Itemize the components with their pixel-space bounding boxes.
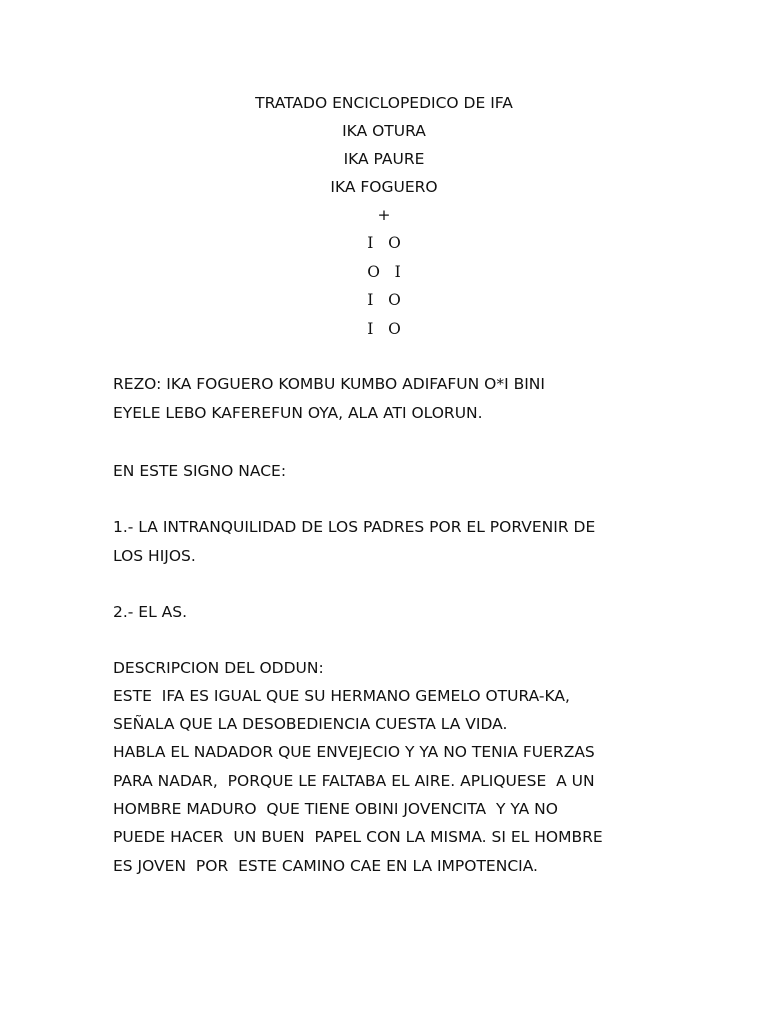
descripcion-line-7: ES JOVEN POR ESTE CAMINO CAE EN LA IMPOTENCIA. <box>113 857 538 875</box>
cross-symbol: + <box>377 206 391 224</box>
descripcion-line-2: SEÑALA QUE LA DESOBEDIENCIA CUESTA LA VIDA. <box>113 715 508 733</box>
rezo-line-2: EYELE LEBO KAFEREFUN OYA, ALA ATI OLORUN. <box>113 404 483 422</box>
sign-mark-row-2: O I <box>367 263 401 281</box>
item-2: 2.- EL AS. <box>113 603 188 621</box>
rezo-line-1: REZO: IKA FOGUERO KOMBU KUMBO ADIFAFUN O*I BINI <box>113 375 545 393</box>
item-1-line-1: 1.- LA INTRANQUILIDAD DE LOS PADRES POR EL PORVENIR DE <box>113 518 596 536</box>
descripcion-line-6: PUEDE HACER UN BUEN PAPEL CON LA MISMA. SI EL HOMBRE <box>113 828 603 846</box>
sign-name-3: IKA FOGUERO <box>330 178 438 196</box>
sign-name-1: IKA OTURA <box>342 122 426 140</box>
document-title: TRATADO ENCICLOPEDICO DE IFA <box>255 94 513 112</box>
descripcion-line-3: HABLA EL NADADOR QUE ENVEJECIO Y YA NO TENIA FUERZAS <box>113 743 595 761</box>
descripcion-heading: DESCRIPCION DEL ODDUN: <box>113 659 324 677</box>
sign-mark-row-1: I O <box>367 234 401 252</box>
nace-heading: EN ESTE SIGNO NACE: <box>113 462 287 480</box>
sign-name-2: IKA PAURE <box>343 150 425 168</box>
descripcion-line-1: ESTE IFA ES IGUAL QUE SU HERMANO GEMELO OTURA-KA, <box>113 687 570 705</box>
sign-mark-row-4: I O <box>367 320 401 338</box>
descripcion-line-4: PARA NADAR, PORQUE LE FALTABA EL AIRE. APLIQUESE A UN <box>113 772 595 790</box>
sign-mark-row-3: I O <box>367 291 401 309</box>
descripcion-line-5: HOMBRE MADURO QUE TIENE OBINI JOVENCITA Y YA NO <box>113 800 558 818</box>
item-1-line-2: LOS HIJOS. <box>113 547 196 565</box>
